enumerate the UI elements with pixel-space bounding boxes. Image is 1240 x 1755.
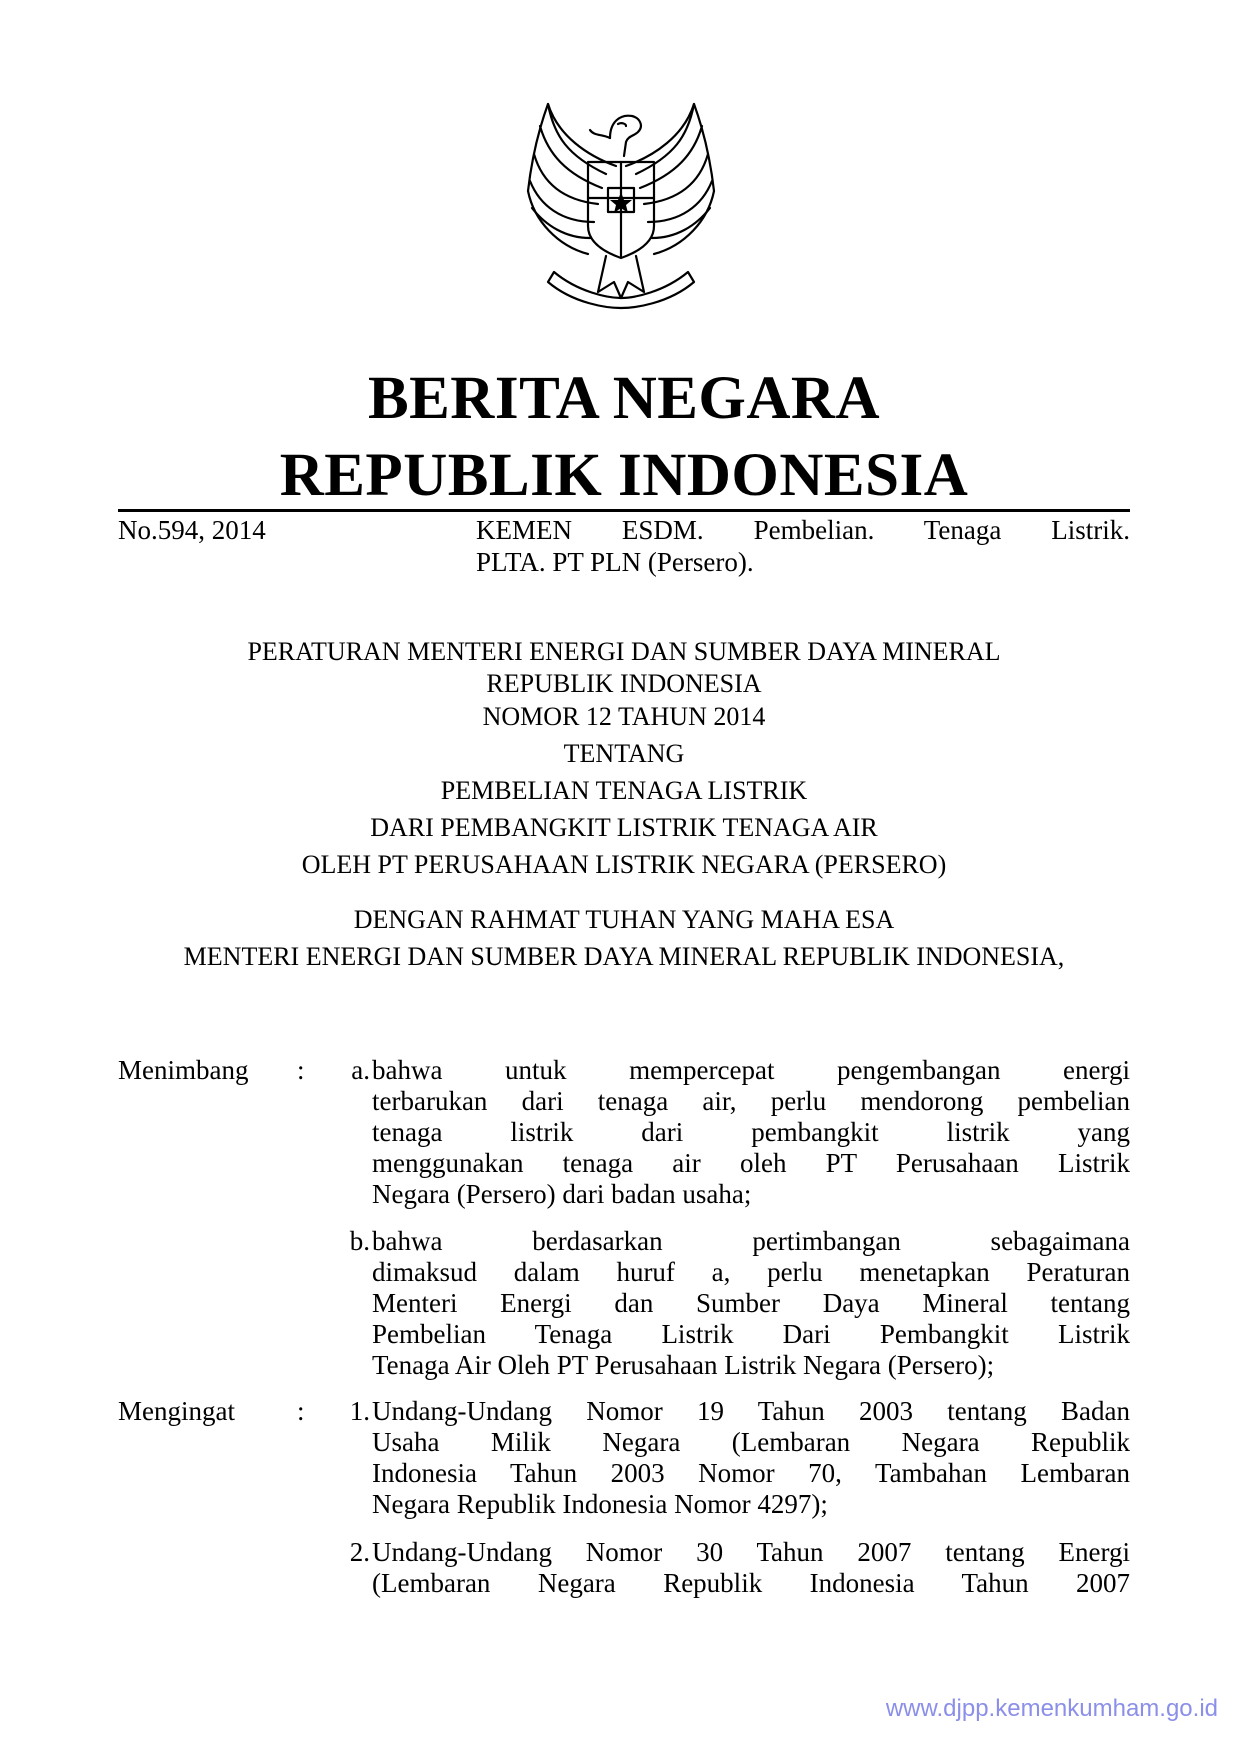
item-line: tenaga listrik dari pembangkit listrik yang	[372, 1117, 1130, 1147]
item-line: dimaksud dalam huruf a, perlu menetapkan Peraturan	[372, 1257, 1130, 1287]
mengingat-item-marker: 1.	[349, 1396, 370, 1426]
item-line: Negara Republik Indonesia Nomor 4297);	[372, 1489, 828, 1519]
title-line: DARI PEMBANGKIT LISTRIK TENAGA AIR	[370, 813, 878, 842]
title-line: REPUBLIK INDONESIA	[486, 669, 762, 698]
title-line: PEMBELIAN TENAGA LISTRIK	[440, 776, 808, 805]
regulation-title-block	[118, 633, 1130, 975]
item-line: (Lembaran Negara Republik Indonesia Tahun 2007	[372, 1568, 1130, 1598]
item-line: bahwa untuk mempercepat pengembangan energi	[372, 1055, 1130, 1085]
item-line: Tenaga Air Oleh PT Perusahaan Listrik Negara (Persero);	[372, 1350, 995, 1380]
invocation-line: DENGAN RAHMAT TUHAN YANG MAHA ESA	[353, 905, 895, 934]
spacer	[118, 883, 1130, 901]
menimbang-item-a	[372, 1055, 1130, 1210]
registry-subject-line2: PLTA. PT PLN (Persero).	[476, 547, 754, 577]
footer-url-link[interactable]: www.djpp.kemenkumham.go.id	[885, 1695, 1218, 1722]
item-line: Undang-Undang Nomor 19 Tahun 2003 tentang Badan	[372, 1396, 1130, 1426]
menimbang-label: Menimbang	[118, 1055, 249, 1085]
menimbang-item-marker: a.	[351, 1055, 370, 1085]
mengingat-item-1	[372, 1396, 1130, 1520]
masthead-divider	[118, 509, 1130, 512]
item-line: bahwa berdasarkan pertimbangan sebagaimana	[372, 1226, 1130, 1256]
title-line: OLEH PT PERUSAHAAN LISTRIK NEGARA (PERSERO)	[301, 850, 947, 879]
masthead-subtitle: REPUBLIK INDONESIA	[279, 442, 969, 509]
menimbang-colon: :	[297, 1055, 305, 1085]
item-line: menggunakan tenaga air oleh PT Perusahaan Listrik	[372, 1148, 1130, 1178]
mengingat-colon: :	[297, 1396, 305, 1426]
title-line: NOMOR 12 TAHUN 2014	[482, 702, 766, 731]
mengingat-label: Mengingat	[118, 1396, 235, 1426]
menimbang-item-marker: b.	[349, 1226, 370, 1256]
mengingat-item-marker: 2.	[349, 1537, 370, 1567]
item-line: Pembelian Tenaga Listrik Dari Pembangkit Listrik	[372, 1319, 1130, 1349]
masthead-title: BERITA NEGARA	[367, 365, 881, 432]
mengingat-item-2	[372, 1537, 1130, 1599]
registry-number: No.594, 2014	[118, 515, 266, 545]
registry-subject-line1: KEMEN ESDM. Pembelian. Tenaga Listrik.	[476, 515, 1130, 545]
garuda-pancasila-emblem-icon	[518, 96, 724, 310]
item-line: Undang-Undang Nomor 30 Tahun 2007 tentang Energi	[372, 1537, 1130, 1567]
item-line: Usaha Milik Negara (Lembaran Negara Republik	[372, 1427, 1130, 1457]
authority-line: MENTERI ENERGI DAN SUMBER DAYA MINERAL REPUBLIK INDONESIA,	[183, 942, 1065, 971]
menimbang-item-b	[372, 1226, 1130, 1381]
item-line: Negara (Persero) dari badan usaha;	[372, 1179, 752, 1209]
title-line: TENTANG	[563, 739, 685, 768]
item-line: Menteri Energi dan Sumber Daya Mineral tentang	[372, 1288, 1130, 1318]
title-line: PERATURAN MENTERI ENERGI DAN SUMBER DAYA MINERAL	[247, 637, 1001, 666]
item-line: terbarukan dari tenaga air, perlu mendorong pembelian	[372, 1086, 1130, 1116]
item-line: Indonesia Tahun 2003 Nomor 70, Tambahan Lembaran	[372, 1458, 1130, 1488]
